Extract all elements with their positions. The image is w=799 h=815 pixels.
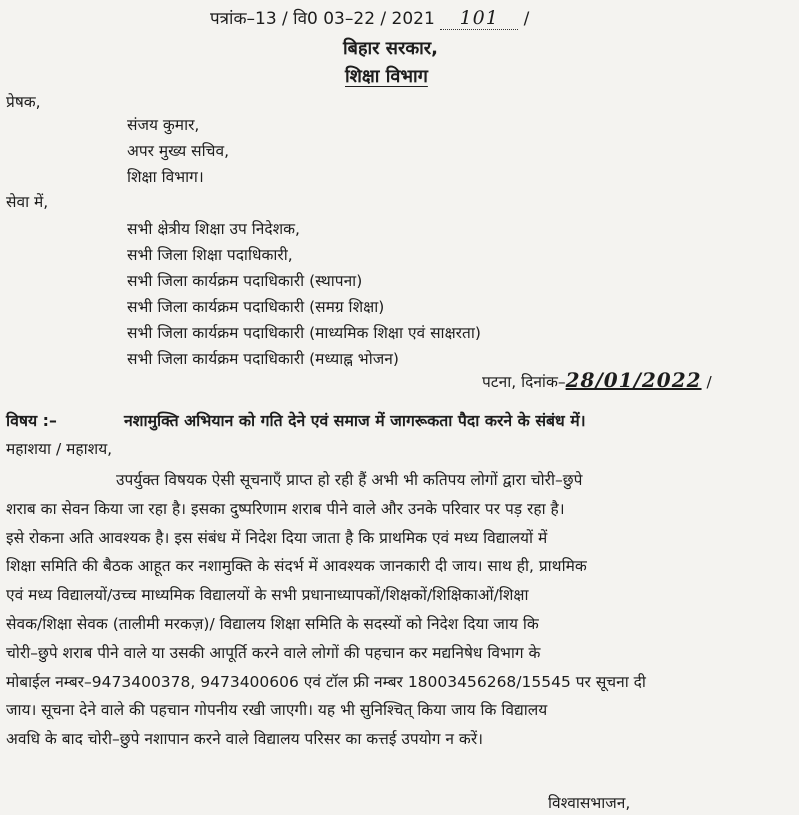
body-line: जाय। सूचना देने वाले की पहचान गोपनीय रखी जाएगी। यह भी सुनिश्चित् किया जाय कि विद्यालय [6, 701, 548, 720]
subject-text: नशामुक्ति अभियान को गति देने एवं समाज में जागरूकता पैदा करने के संबंध में। [124, 411, 586, 430]
reference-number [210, 6, 529, 30]
recipient-line: सभी जिला कार्यक्रम पदाधिकारी (माध्यमिक शिक्षा एवं साक्षरता) [127, 324, 481, 342]
place-date [482, 368, 712, 392]
body-line: एवं मध्य विद्यालयों/उच्च माध्यमिक विद्यालयों के सभी प्रधानाध्यापकों/शिक्षकों/शिक्षिकाओं/शिक्षा [6, 586, 529, 605]
body-line: उपर्युक्त विषयक ऐसी सूचनाएँ प्राप्त हो रही हैं अभी भी कतिपय लोगों द्वारा चोरी–छुपे [116, 471, 583, 489]
body-line: सेवक/शिक्षा सेवक (तालीमी मरकज़)/ विद्यालय शिक्षा समिति के सदस्यों को निदेश दिया जाय कि [6, 614, 539, 633]
closing: विश्वासभाजन, [548, 794, 631, 812]
letter-body [6, 466, 782, 754]
recipient-line: सभी जिला शिक्षा पदाधिकारी, [127, 246, 293, 264]
recipient-line: सभी क्षेत्रीय शिक्षा उप निदेशक, [127, 220, 300, 238]
body-line: अवधि के बाद चोरी–छुपे नशापान करने वाले विद्यालय परिसर का कत्तई उपयोग न करें। [6, 730, 484, 749]
reference-handwritten-number: 101 [440, 7, 518, 30]
recipient-line: सभी जिला कार्यक्रम पदाधिकारी (समग्र शिक्षा) [127, 298, 385, 316]
body-line: मोबाईल नम्बर–9473400378, 9473400606 एवं टॉल फ्री नम्बर 18003456268/15545 पर सूचना दी [6, 672, 646, 691]
salutation: महाशया / महाशय, [6, 440, 113, 458]
body-line: चोरी–छुपे शराब पीने वाले या उसकी आपूर्ति करने वाले लोगों की पहचान कर मद्यनिषेध विभाग के [6, 643, 541, 662]
sender-line: अपर मुख्य सचिव, [127, 142, 230, 160]
sender-line: संजय कुमार, [127, 116, 200, 134]
recipient-line: सभी जिला कार्यक्रम पदाधिकारी (स्थापना) [127, 272, 363, 290]
reference-suffix: / [523, 9, 530, 29]
place-date-suffix: / [706, 373, 712, 391]
body-line: इसे रोकना अति आवश्यक है। इस संबंध में निदेश दिया जाता है कि प्राथमिक एवं मध्य विद्यालयों में [6, 528, 548, 547]
subject-label: विषय :– [6, 411, 57, 430]
government-heading: बिहार सरकार, [343, 38, 439, 59]
sender-label: प्रेषक, [6, 93, 41, 111]
department-heading: शिक्षा विभाग [345, 66, 428, 87]
place-date-prefix: पटना, दिनांक– [482, 373, 566, 391]
body-line: शिक्षा समिति की बैठक आहूत कर नशामुक्ति के संदर्भ में आवश्यक जानकारी दी जाय। साथ ही, प्राथमिक [6, 557, 587, 576]
sender-line: शिक्षा विभाग। [127, 168, 204, 186]
recipients-label: सेवा में, [6, 193, 49, 211]
handwritten-date: 28/01/2022 [565, 368, 702, 392]
recipient-line: सभी जिला कार्यक्रम पदाधिकारी (मध्याह्न भोजन) [127, 350, 399, 368]
reference-prefix: पत्रांक–13 / वि0 03–22 / 2021 [210, 9, 435, 29]
body-line: शराब का सेवन किया जा रहा है। इसका दुष्परिणाम शराब पीने वाले और उनके परिवार पर पड़ रहा है। [6, 499, 565, 518]
